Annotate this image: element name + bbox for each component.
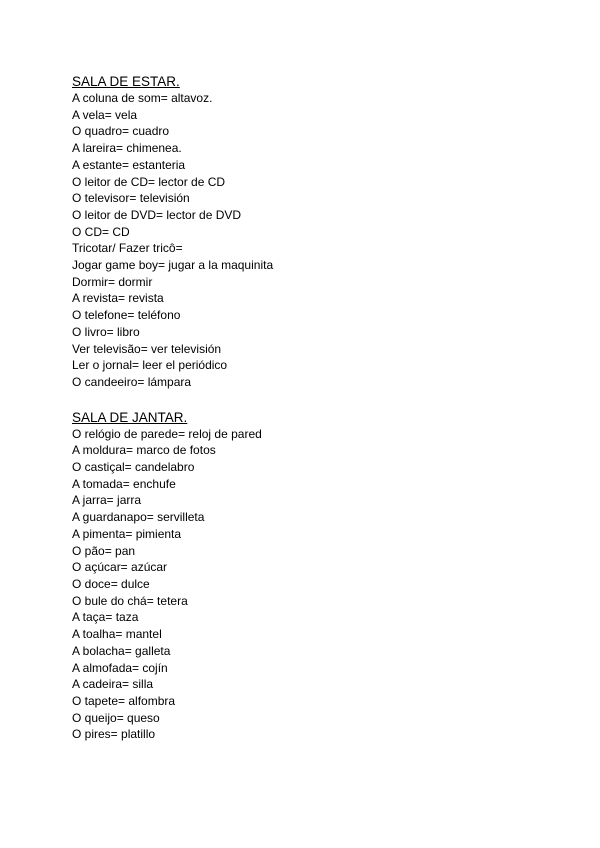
- vocab-list: [72, 90, 572, 391]
- vocab-item: A cadeira= silla: [72, 677, 154, 692]
- vocab-item: Dormir= dormir: [72, 274, 153, 289]
- vocab-item: O bule do chá= tetera: [72, 593, 188, 608]
- section-title: SALA DE ESTAR.: [72, 74, 180, 89]
- vocab-item: Ler o jornal= leer el periódico: [72, 358, 228, 373]
- vocab-item: O castiçal= candelabro: [72, 460, 195, 475]
- vocab-item: O queijo= queso: [72, 710, 160, 725]
- vocab-item: A moldura= marco de fotos: [72, 443, 216, 458]
- vocab-item: O CD= CD: [72, 224, 130, 239]
- vocab-item: A coluna de som= altavoz.: [72, 91, 213, 105]
- vocab-item: A revista= revista: [72, 291, 164, 306]
- vocab-item: Ver televisão= ver televisión: [72, 341, 222, 356]
- vocab-item: A jarra= jarra: [72, 493, 142, 508]
- vocab-item: Jogar game boy= jugar a la maquinita: [72, 258, 274, 273]
- vocab-list: [72, 426, 572, 743]
- vocab-item: Tricotar/ Fazer tricô=: [72, 241, 183, 256]
- vocab-item: O doce= dulce: [72, 576, 150, 591]
- vocab-item: A bolacha= galleta: [72, 643, 171, 658]
- vocab-item: O tapete= alfombra: [72, 693, 176, 708]
- vocab-item: O pão= pan: [72, 543, 136, 558]
- vocab-item: A tomada= enchufe: [72, 476, 176, 491]
- vocab-item: O pires= platillo: [72, 727, 156, 742]
- vocab-item: A lareira= chimenea.: [72, 141, 182, 156]
- vocab-item: O leitor de CD= lector de CD: [72, 174, 226, 189]
- vocab-item: O açúcar= azúcar: [72, 560, 168, 575]
- vocab-item: O leitor de DVD= lector de DVD: [72, 207, 242, 222]
- vocab-item: A taça= taza: [72, 610, 139, 625]
- vocab-item: O quadro= cuadro: [72, 124, 170, 139]
- vocab-item: A almofada= cojín: [72, 660, 168, 675]
- vocab-item: A toalha= mantel: [72, 627, 162, 642]
- vocab-item: O candeeiro= lámpara: [72, 374, 192, 389]
- section-title: SALA DE JANTAR.: [72, 409, 188, 425]
- vocab-item: O livro= libro: [72, 324, 140, 339]
- vocab-item: A guardanapo= servilleta: [72, 510, 205, 525]
- vocab-item: A vela= vela: [72, 107, 138, 122]
- vocab-item: A estante= estanteria: [72, 157, 186, 172]
- document-page: [72, 73, 572, 743]
- section-sala-de-jantar: [72, 409, 572, 743]
- section-sala-de-estar: [72, 73, 572, 391]
- vocab-item: A pimenta= pimienta: [72, 526, 182, 541]
- vocab-item: O telefone= teléfono: [72, 308, 181, 323]
- vocab-item: O relógio de parede= reloj de pared: [72, 426, 262, 441]
- vocab-item: O televisor= televisión: [72, 191, 190, 206]
- section-spacer: [72, 391, 572, 409]
